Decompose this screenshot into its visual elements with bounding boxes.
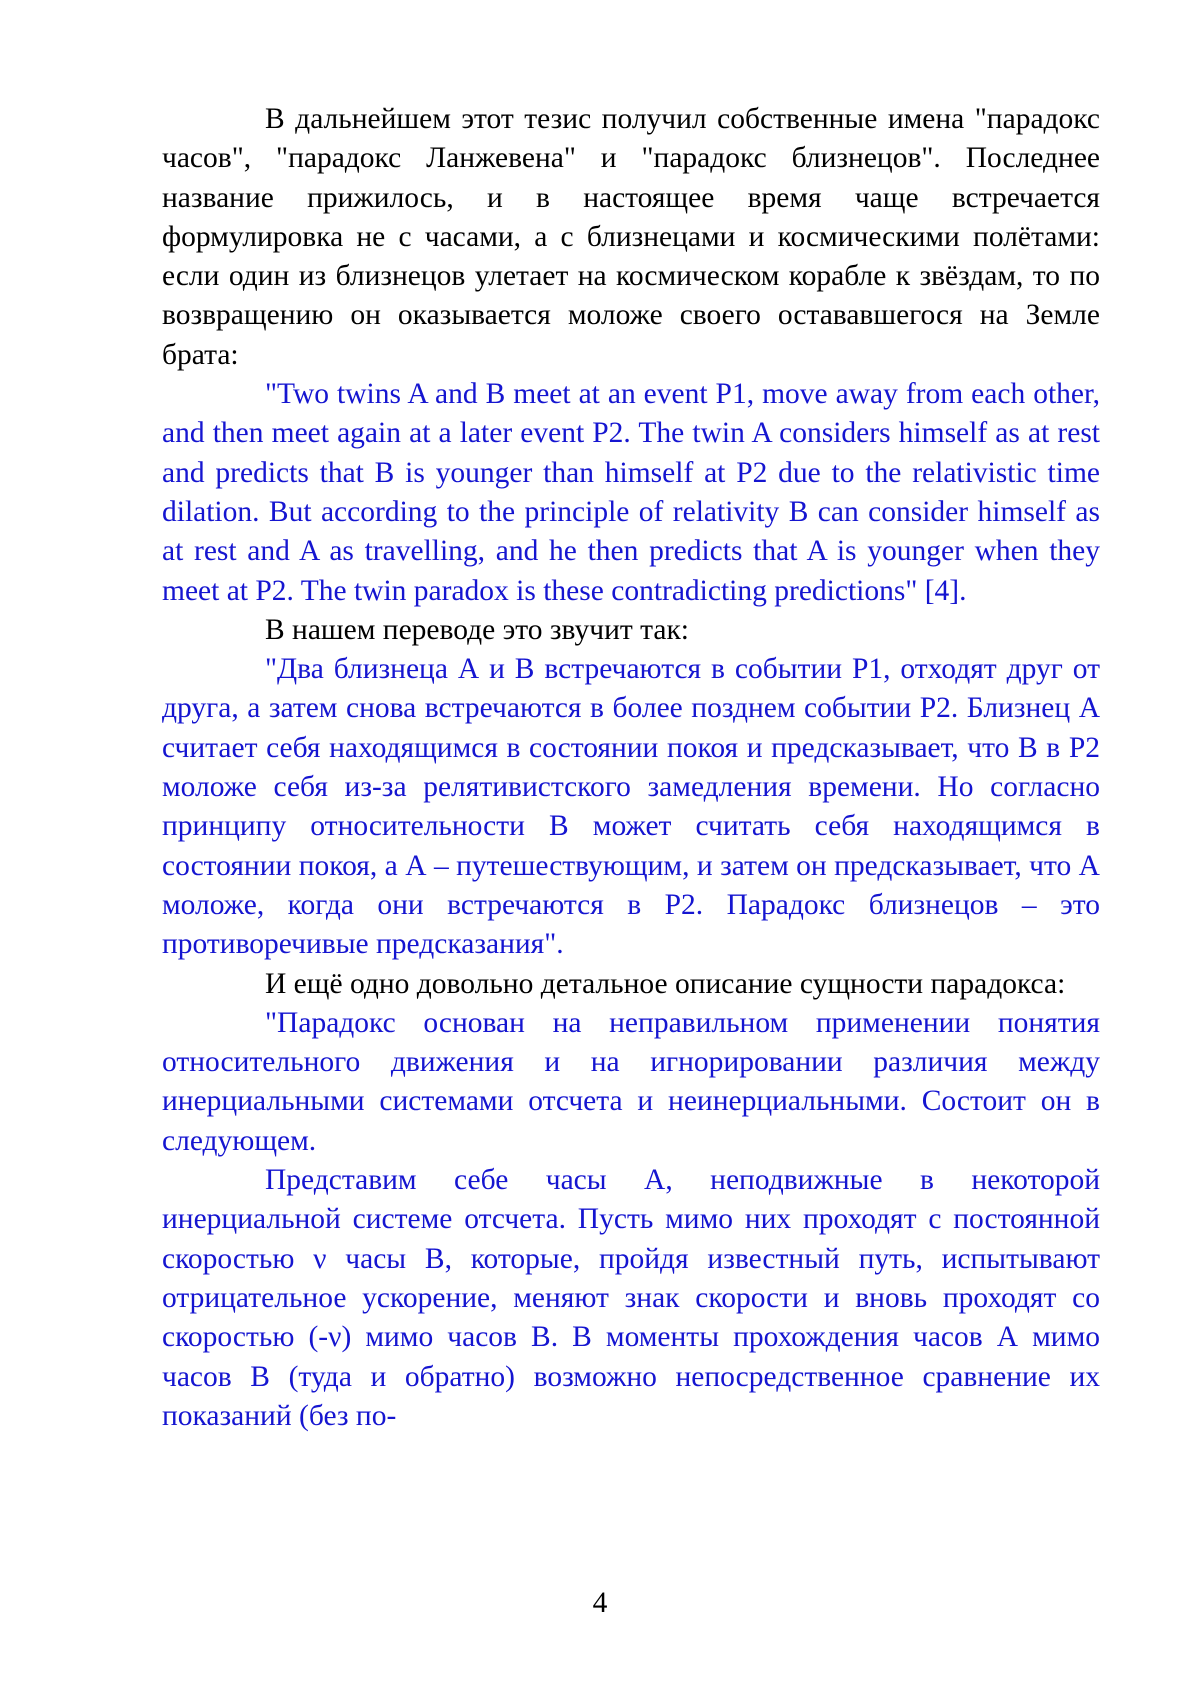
quote-clocks-example: Представим себе часы А, неподвижные в некоторой инерциальной системе отсчета. Пусть мимо них проходят с постоянной скоростью ν часы В, которые, пройдя известный путь, испытывают отрицательное ускорение, меняют знак скорости и вновь проходят со скоростью (-ν) мимо часов В. В моменты прохождения часов А мимо часов В (туда и обратно) возможно непосредственное сравнение их показаний (без по- — [162, 1164, 1100, 1432]
quote-russian-translation: "Два близнеца А и В встречаются в событии Р1, отходят друг от друга, а затем снова встречаются в более позднем событии Р2. Близнец А считает себя находящимся в состоянии покоя и предсказывает, что В в Р2 моложе себя из-за релятивистского замедления времени. Но согласно принципу относительности В может считать себя находящимся в состоянии покоя, а А – путешествующим, и затем он предсказывает, что А моложе, когда они встречаются в Р2. Парадокс близнецов – это противоречивые предсказания". — [162, 653, 1100, 961]
quote-english-twin-paradox: "Two twins A and B meet at an event P1, move away from each other, and then meet again at a later event P2. The twin A considers himself as at rest and predicts that B is younger than himself at P2 due to the relativistic time dilation. But according to the principle of relativity B can consider himself as at rest and A as travelling, and he then predicts that A is younger when they meet at P2. The twin paradox is these contradicting predictions" [4]. — [162, 378, 1100, 607]
paragraph-another-description: И ещё одно довольно детальное описание сущности парадокса: — [265, 967, 1066, 1000]
paragraph-translation-intro: В нашем переводе это звучит так: — [265, 613, 689, 646]
page-number: 4 — [592, 1587, 608, 1619]
paragraph-paradox-names: В дальнейшем этот тезис получил собственные имена "парадокс часов", "парадокс Ланжевена" и "парадокс близнецов". Последнее название прижилось, и в настоящее время чаще встречается формулировка не с часами, а с близнецами и космическими полётами: если один из близнецов улетает на космическом корабле к звёздам, то по возвращению он оказывается моложе своего остававшегося на Земле брата: — [162, 103, 1100, 371]
body-text — [162, 100, 1100, 1436]
quote-paradox-basis: "Парадокс основан на неправильном применении понятия относительного движения и на игнорировании различия между инерциальными системами отсчета и неинерциальными. Состоит он в следующем. — [162, 1006, 1100, 1157]
